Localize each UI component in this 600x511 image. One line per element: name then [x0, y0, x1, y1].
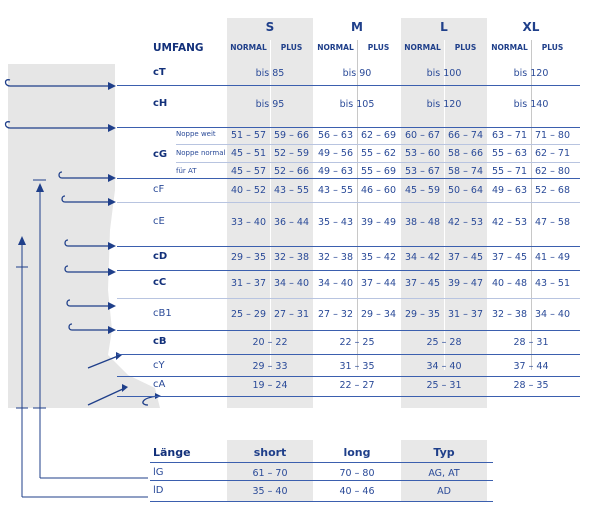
cell: bis 140 [513, 99, 549, 110]
row-label-cf: cF [153, 184, 165, 195]
cell: 43 – 55 [274, 185, 309, 196]
row-label-cb1: cB1 [153, 308, 172, 319]
cell: 22 – 27 [339, 380, 375, 391]
row-label-cb: cB [153, 336, 167, 347]
cell: 32 – 38 [274, 252, 309, 263]
cell: 40 – 52 [231, 185, 266, 196]
cell: 34 – 42 [405, 252, 440, 263]
sub-label: Noppe normal [176, 149, 226, 157]
typ-header: Typ [433, 446, 455, 459]
normal-label: NORMAL [491, 43, 528, 52]
normal-label: NORMAL [230, 43, 267, 52]
cell: 58 – 74 [448, 166, 483, 177]
umfang-label: UMFANG [153, 42, 204, 54]
cell: bis 120 [513, 68, 549, 79]
cell: 37 – 45 [492, 252, 527, 263]
sub-label: Noppe weit [176, 130, 216, 138]
row-label-cg: cG [153, 149, 168, 160]
cell: 34 – 40 [535, 309, 570, 320]
divider [531, 40, 532, 370]
cell: 62 – 69 [361, 130, 396, 141]
cell: 43 – 51 [535, 278, 570, 289]
cell: 36 – 44 [274, 217, 309, 228]
cell: AG, AT [428, 468, 460, 479]
length-header: Länge [153, 446, 191, 459]
plus-label: PLUS [367, 43, 390, 52]
cell: 27 – 31 [274, 309, 309, 320]
cell: 31 – 37 [448, 309, 483, 320]
plus-label: PLUS [541, 43, 564, 52]
cell: bis 105 [339, 99, 375, 110]
cell: 50 – 64 [448, 185, 483, 196]
plus-label: PLUS [280, 43, 303, 52]
cell: bis 85 [255, 68, 285, 79]
row-label-ca: cA [153, 379, 166, 390]
cell: 45 – 57 [231, 166, 266, 177]
cell: 60 – 67 [405, 130, 440, 141]
row-line [117, 246, 580, 247]
row-line [150, 462, 493, 463]
cell: bis 90 [342, 68, 372, 79]
row-label-cd: cD [153, 251, 168, 262]
row-line [176, 144, 580, 145]
row-label-ch: cH [153, 98, 168, 109]
normal-label: NORMAL [404, 43, 441, 52]
row-line [117, 354, 580, 355]
cell: 40 – 48 [492, 278, 527, 289]
cell: bis 95 [255, 99, 285, 110]
cell: 42 – 53 [492, 217, 527, 228]
cell: 25 – 28 [426, 337, 462, 348]
sub-label: für AT [176, 167, 197, 175]
cell: 42 – 53 [448, 217, 483, 228]
row-label-cc: cC [153, 277, 167, 288]
cell: 49 – 63 [492, 185, 527, 196]
cell: 53 – 60 [405, 148, 440, 159]
cell: 35 – 42 [361, 252, 396, 263]
cell: 55 – 62 [361, 148, 396, 159]
normal-label: NORMAL [317, 43, 354, 52]
cell: 37 – 44 [513, 361, 549, 372]
row-line [176, 162, 580, 163]
cell: 63 – 71 [492, 130, 527, 141]
cell: 56 – 63 [318, 130, 353, 141]
cell: bis 120 [426, 99, 462, 110]
cell: 32 – 38 [318, 252, 353, 263]
cell: 53 – 67 [405, 166, 440, 177]
long-header: long [343, 446, 371, 459]
cell: 25 – 29 [231, 309, 266, 320]
cell: 31 – 37 [231, 278, 266, 289]
size-s: S [265, 20, 275, 34]
cell: 52 – 66 [274, 166, 309, 177]
cell: 25 – 31 [426, 380, 462, 391]
row-line [117, 85, 580, 86]
cell: 52 – 59 [274, 148, 309, 159]
cell: 39 – 49 [361, 217, 396, 228]
cell: 34 – 40 [426, 361, 462, 372]
cell: 37 – 45 [405, 278, 440, 289]
cell: 55 – 63 [492, 148, 527, 159]
row-line [150, 480, 493, 481]
row-line [117, 298, 580, 299]
cell: 37 – 44 [361, 278, 396, 289]
cell: 34 – 40 [274, 278, 309, 289]
row-line [117, 127, 580, 128]
size-xl: XL [522, 20, 540, 34]
divider [270, 40, 271, 370]
divider [444, 40, 445, 370]
cell: 52 – 68 [535, 185, 570, 196]
cell: 61 – 70 [252, 468, 288, 479]
cell: 31 – 35 [339, 361, 375, 372]
cell: bis 100 [426, 68, 462, 79]
row-line [117, 178, 580, 179]
row-line [117, 270, 580, 271]
cell: 70 – 80 [339, 468, 375, 479]
cell: 37 – 45 [448, 252, 483, 263]
divider [357, 40, 358, 370]
cell: 19 – 24 [252, 380, 288, 391]
row-label-ld: lD [153, 485, 164, 496]
cell: AD [437, 486, 451, 497]
cell: 35 – 40 [252, 486, 288, 497]
cell: 47 – 58 [535, 217, 570, 228]
cell: 45 – 59 [405, 185, 440, 196]
cell: 29 – 35 [231, 252, 266, 263]
row-line [117, 396, 580, 397]
cell: 28 – 31 [513, 337, 549, 348]
cell: 49 – 56 [318, 148, 353, 159]
row-label-lg: lG [153, 467, 164, 478]
cell: 55 – 69 [361, 166, 396, 177]
cell: 34 – 40 [318, 278, 353, 289]
cell: 40 – 46 [339, 486, 375, 497]
cell: 62 – 80 [535, 166, 570, 177]
row-label-ct: cT [153, 67, 166, 78]
cell: 45 – 51 [231, 148, 266, 159]
cell: 29 – 35 [405, 309, 440, 320]
cell: 41 – 49 [535, 252, 570, 263]
short-header: short [253, 446, 287, 459]
cell: 28 – 35 [513, 380, 549, 391]
size-l: L [440, 20, 448, 34]
cell: 33 – 40 [231, 217, 266, 228]
size-m: M [351, 20, 363, 34]
cell: 29 – 33 [252, 361, 288, 372]
cell: 55 – 71 [492, 166, 527, 177]
cell: 62 – 71 [535, 148, 570, 159]
cell: 20 – 22 [252, 337, 288, 348]
cell: 29 – 34 [361, 309, 396, 320]
cell: 51 – 57 [231, 130, 266, 141]
cell: 46 – 60 [361, 185, 396, 196]
cell: 39 – 47 [448, 278, 483, 289]
row-label-cy: cY [153, 360, 165, 371]
cell: 58 – 66 [448, 148, 483, 159]
cell: 32 – 38 [492, 309, 527, 320]
cell: 59 – 66 [274, 130, 309, 141]
plus-label: PLUS [454, 43, 477, 52]
cell: 22 – 25 [339, 337, 375, 348]
cell: 27 – 32 [318, 309, 353, 320]
cell: 35 – 43 [318, 217, 353, 228]
cell: 49 – 63 [318, 166, 353, 177]
cell: 71 – 80 [535, 130, 570, 141]
row-line [117, 376, 580, 377]
row-line [150, 501, 493, 502]
row-label-ce: cE [153, 216, 165, 227]
cell: 38 – 48 [405, 217, 440, 228]
cell: 66 – 74 [448, 130, 483, 141]
row-line [117, 330, 580, 331]
row-line [117, 202, 580, 203]
cell: 43 – 55 [318, 185, 353, 196]
